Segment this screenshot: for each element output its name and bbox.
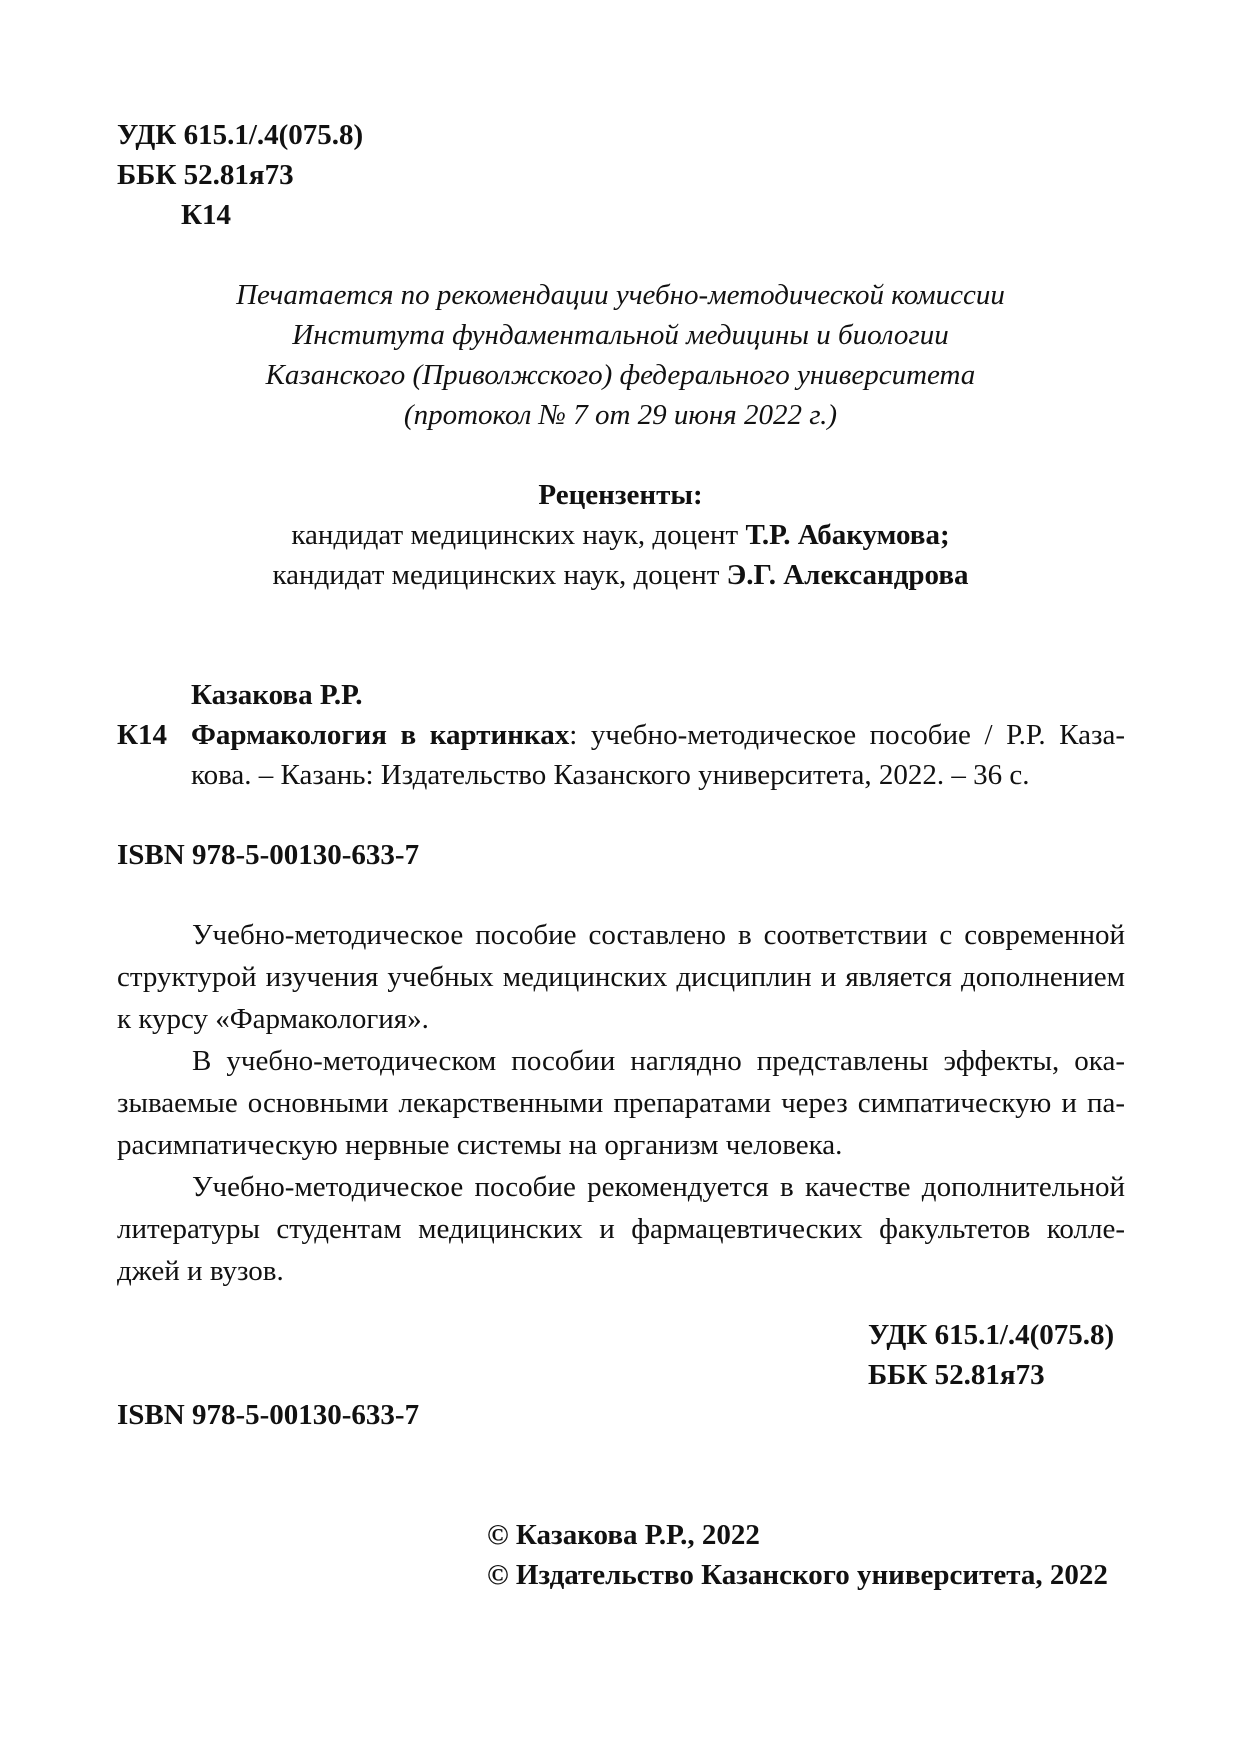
footer-bbk-code: ББК 52.81я73 — [868, 1359, 1045, 1391]
copyright-author: © Казакова Р.Р., 2022 — [487, 1519, 760, 1551]
annotation-line: В учебно-методическом пособии наглядно представлены эффекты, ока- — [192, 1045, 1125, 1077]
copyright-publisher: © Издательство Казанского университета, 2022 — [487, 1559, 1108, 1591]
footer-udk-code: УДК 615.1/.4(075.8) — [868, 1319, 1115, 1351]
reviewers-heading: Рецензенты: — [538, 479, 703, 511]
biblio-author: Казакова Р.Р. — [191, 679, 363, 711]
annotation-line: Учебно-методическое пособие составлено в соответствии с современной — [192, 919, 1125, 951]
author-mark: К14 — [181, 199, 232, 231]
reviewer-name: Э.Г. Александрова — [726, 559, 969, 591]
reviewer-name: Т.Р. Абакумова; — [745, 519, 950, 551]
recommendation-line: (протокол № 7 от 29 июня 2022 г.) — [403, 399, 838, 431]
annotation-paragraph — [117, 914, 1125, 1040]
annotation-line: зываемые основными лекарственными препаратами через симпатическую и па- — [117, 1087, 1125, 1119]
reviewer-title: кандидат медицинских наук, доцент — [272, 559, 727, 591]
isbn: ISBN 978-5-00130-633-7 — [117, 839, 420, 871]
footer-isbn: ISBN 978-5-00130-633-7 — [117, 1399, 420, 1431]
annotation-line: Учебно-методическое пособие рекомендуется в качестве дополнительной — [192, 1171, 1125, 1203]
reviewer-title: кандидат медицинских наук, доцент — [291, 519, 746, 551]
annotation-paragraph — [117, 1166, 1125, 1292]
reviewer-line — [0, 518, 1241, 552]
annotation-paragraph — [117, 1040, 1125, 1166]
bbk-code: ББК 52.81я73 — [117, 159, 294, 191]
biblio-title-line — [191, 718, 1125, 752]
recommendation-line: Института фундаментальной медицины и биологии — [292, 319, 949, 351]
reviewer-line — [0, 558, 1241, 592]
recommendation-line: Казанского (Приволжского) федерального университета — [265, 359, 976, 391]
annotation-line: литературы студентам медицинских и фармацевтических факультетов колле- — [117, 1213, 1125, 1245]
annotation-line: расимпатическую нервные системы на организм человека. — [117, 1129, 843, 1161]
annotation-line: к курсу «Фармакология». — [117, 1003, 429, 1035]
annotation-line: структурой изучения учебных медицинских дисциплин и является дополнением — [117, 961, 1125, 993]
biblio-mark: К14 — [117, 719, 168, 751]
book-title: Фармакология в картинках — [191, 719, 570, 751]
biblio-description: : учебно-методическое пособие / Р.Р. Каза- — [569, 719, 1126, 751]
recommendation-line: Печатается по рекомендации учебно-методической комиссии — [236, 279, 1005, 311]
biblio-publication-line: кова. – Казань: Издательство Казанского университета, 2022. – 36 с. — [191, 759, 1030, 791]
udk-code: УДК 615.1/.4(075.8) — [117, 119, 364, 151]
annotation-line: джей и вузов. — [117, 1255, 284, 1287]
